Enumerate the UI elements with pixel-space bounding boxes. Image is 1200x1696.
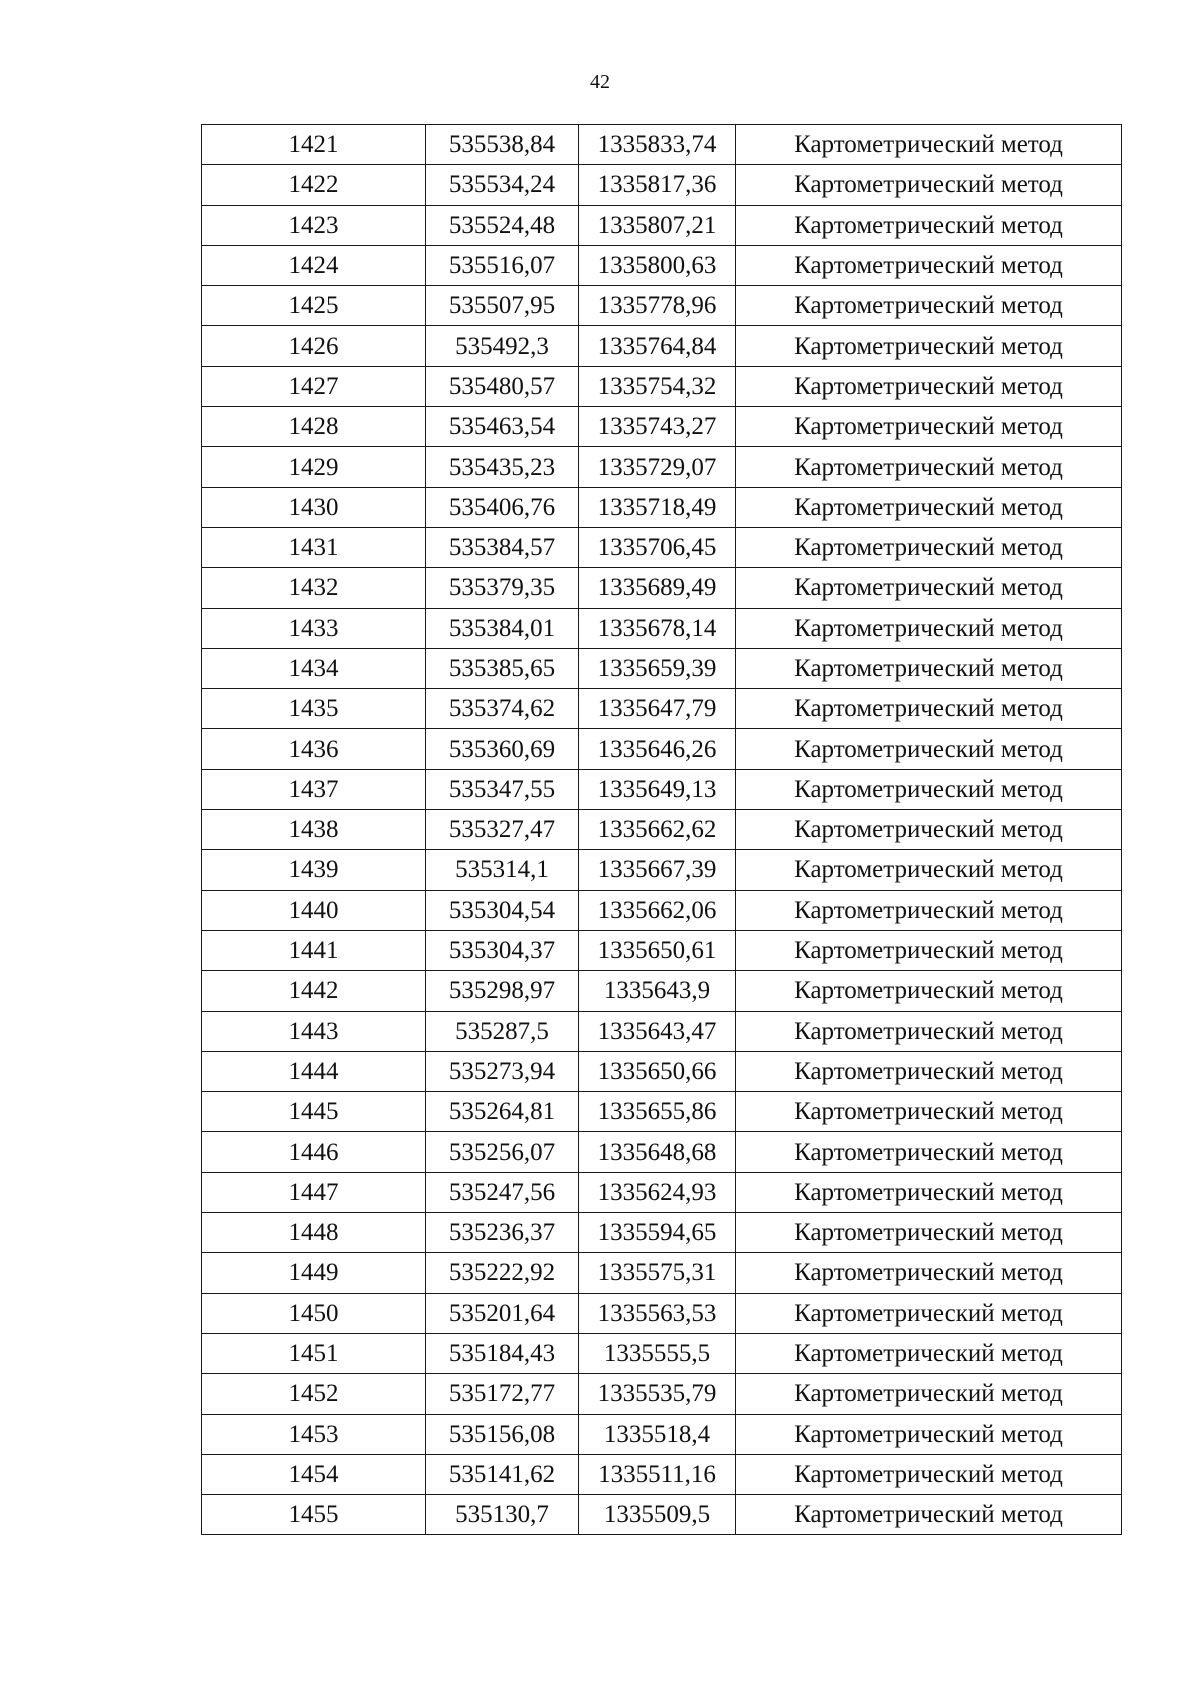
coordinate-x-cell: 535273,94 [426, 1051, 579, 1091]
coordinate-y-cell: 1335643,9 [579, 971, 736, 1011]
point-number-cell: 1454 [202, 1454, 426, 1494]
coordinate-x-cell: 535304,37 [426, 930, 579, 970]
table-row [202, 245, 1122, 285]
point-number-cell: 1438 [202, 810, 426, 850]
coordinate-y-cell: 1335647,79 [579, 689, 736, 729]
coordinate-y-cell: 1335646,26 [579, 729, 736, 769]
coordinate-x-cell: 535524,48 [426, 205, 579, 245]
coordinate-y-cell: 1335518,4 [579, 1414, 736, 1454]
table-row [202, 447, 1122, 487]
point-number-cell: 1448 [202, 1213, 426, 1253]
table-row [202, 286, 1122, 326]
coordinate-y-cell: 1335754,32 [579, 366, 736, 406]
coordinate-x-cell: 535256,07 [426, 1132, 579, 1172]
coordinate-y-cell: 1335659,39 [579, 648, 736, 688]
point-number-cell: 1452 [202, 1374, 426, 1414]
coordinate-x-cell: 535385,65 [426, 648, 579, 688]
table-row [202, 487, 1122, 527]
point-number-cell: 1421 [202, 125, 426, 165]
table-row [202, 1172, 1122, 1212]
table-row [202, 205, 1122, 245]
coordinate-x-cell: 535130,7 [426, 1495, 579, 1535]
point-number-cell: 1429 [202, 447, 426, 487]
point-number-cell: 1442 [202, 971, 426, 1011]
table-row [202, 810, 1122, 850]
coordinate-x-cell: 535347,55 [426, 769, 579, 809]
method-cell: Картометрический метод [736, 366, 1122, 406]
coordinate-x-cell: 535360,69 [426, 729, 579, 769]
coordinate-y-cell: 1335764,84 [579, 326, 736, 366]
method-cell: Картометрический метод [736, 689, 1122, 729]
method-cell: Картометрический метод [736, 407, 1122, 447]
coordinate-x-cell: 535379,35 [426, 568, 579, 608]
table-row [202, 1414, 1122, 1454]
table-row [202, 930, 1122, 970]
point-number-cell: 1443 [202, 1011, 426, 1051]
method-cell: Картометрический метод [736, 1172, 1122, 1212]
coordinate-y-cell: 1335575,31 [579, 1253, 736, 1293]
table-row [202, 366, 1122, 406]
table-row [202, 1213, 1122, 1253]
coordinate-y-cell: 1335594,65 [579, 1213, 736, 1253]
point-number-cell: 1445 [202, 1092, 426, 1132]
coordinates-table-body [202, 125, 1122, 1535]
table-row [202, 1374, 1122, 1414]
coordinate-y-cell: 1335743,27 [579, 407, 736, 447]
coordinate-y-cell: 1335535,79 [579, 1374, 736, 1414]
coordinate-y-cell: 1335833,74 [579, 125, 736, 165]
coordinate-y-cell: 1335689,49 [579, 568, 736, 608]
method-cell: Картометрический метод [736, 971, 1122, 1011]
coordinate-y-cell: 1335655,86 [579, 1092, 736, 1132]
coordinate-y-cell: 1335729,07 [579, 447, 736, 487]
point-number-cell: 1447 [202, 1172, 426, 1212]
coordinate-x-cell: 535141,62 [426, 1454, 579, 1494]
table-row [202, 165, 1122, 205]
point-number-cell: 1431 [202, 527, 426, 567]
point-number-cell: 1455 [202, 1495, 426, 1535]
table-row [202, 568, 1122, 608]
page-number: 42 [590, 71, 610, 93]
method-cell: Картометрический метод [736, 527, 1122, 567]
method-cell: Картометрический метод [736, 890, 1122, 930]
coordinate-x-cell: 535463,54 [426, 407, 579, 447]
point-number-cell: 1436 [202, 729, 426, 769]
method-cell: Картометрический метод [736, 1293, 1122, 1333]
coordinate-y-cell: 1335807,21 [579, 205, 736, 245]
coordinate-y-cell: 1335563,53 [579, 1293, 736, 1333]
method-cell: Картометрический метод [736, 326, 1122, 366]
method-cell: Картометрический метод [736, 487, 1122, 527]
coordinate-y-cell: 1335555,5 [579, 1333, 736, 1373]
table-row [202, 850, 1122, 890]
coordinate-x-cell: 535222,92 [426, 1253, 579, 1293]
coordinate-y-cell: 1335667,39 [579, 850, 736, 890]
method-cell: Картометрический метод [736, 810, 1122, 850]
table-row [202, 608, 1122, 648]
point-number-cell: 1451 [202, 1333, 426, 1373]
table-row [202, 1132, 1122, 1172]
coordinate-y-cell: 1335649,13 [579, 769, 736, 809]
method-cell: Картометрический метод [736, 165, 1122, 205]
table-row [202, 729, 1122, 769]
point-number-cell: 1426 [202, 326, 426, 366]
coordinate-x-cell: 535156,08 [426, 1414, 579, 1454]
table-row [202, 1011, 1122, 1051]
table-row [202, 648, 1122, 688]
point-number-cell: 1424 [202, 245, 426, 285]
coordinate-x-cell: 535480,57 [426, 366, 579, 406]
method-cell: Картометрический метод [736, 245, 1122, 285]
method-cell: Картометрический метод [736, 1011, 1122, 1051]
table-row [202, 527, 1122, 567]
coordinate-x-cell: 535492,3 [426, 326, 579, 366]
method-cell: Картометрический метод [736, 1374, 1122, 1414]
point-number-cell: 1444 [202, 1051, 426, 1091]
method-cell: Картометрический метод [736, 1253, 1122, 1293]
coordinate-y-cell: 1335662,06 [579, 890, 736, 930]
coordinate-y-cell: 1335511,16 [579, 1454, 736, 1494]
method-cell: Картометрический метод [736, 1051, 1122, 1091]
coordinate-x-cell: 535516,07 [426, 245, 579, 285]
method-cell: Картометрический метод [736, 205, 1122, 245]
coordinate-x-cell: 535406,76 [426, 487, 579, 527]
coordinate-x-cell: 535314,1 [426, 850, 579, 890]
table-row [202, 769, 1122, 809]
method-cell: Картометрический метод [736, 608, 1122, 648]
coordinate-y-cell: 1335624,93 [579, 1172, 736, 1212]
table-row [202, 326, 1122, 366]
coordinate-x-cell: 535327,47 [426, 810, 579, 850]
coordinate-x-cell: 535236,37 [426, 1213, 579, 1253]
point-number-cell: 1434 [202, 648, 426, 688]
coordinate-x-cell: 535384,57 [426, 527, 579, 567]
table-row [202, 407, 1122, 447]
point-number-cell: 1432 [202, 568, 426, 608]
table-row [202, 1051, 1122, 1091]
method-cell: Картометрический метод [736, 1333, 1122, 1373]
table-row [202, 689, 1122, 729]
point-number-cell: 1437 [202, 769, 426, 809]
coordinate-y-cell: 1335778,96 [579, 286, 736, 326]
method-cell: Картометрический метод [736, 286, 1122, 326]
point-number-cell: 1428 [202, 407, 426, 447]
coordinate-y-cell: 1335678,14 [579, 608, 736, 648]
coordinate-y-cell: 1335643,47 [579, 1011, 736, 1051]
table-row [202, 971, 1122, 1011]
point-number-cell: 1450 [202, 1293, 426, 1333]
table-row [202, 1253, 1122, 1293]
table-row [202, 125, 1122, 165]
method-cell: Картометрический метод [736, 1454, 1122, 1494]
table-row [202, 1293, 1122, 1333]
table-row [202, 1454, 1122, 1494]
table-row [202, 1333, 1122, 1373]
method-cell: Картометрический метод [736, 648, 1122, 688]
coordinate-x-cell: 535384,01 [426, 608, 579, 648]
point-number-cell: 1430 [202, 487, 426, 527]
method-cell: Картометрический метод [736, 769, 1122, 809]
method-cell: Картометрический метод [736, 568, 1122, 608]
coordinate-y-cell: 1335650,61 [579, 930, 736, 970]
coordinate-y-cell: 1335718,49 [579, 487, 736, 527]
point-number-cell: 1427 [202, 366, 426, 406]
coordinate-y-cell: 1335817,36 [579, 165, 736, 205]
method-cell: Картометрический метод [736, 1414, 1122, 1454]
table-row [202, 1092, 1122, 1132]
point-number-cell: 1440 [202, 890, 426, 930]
method-cell: Картометрический метод [736, 1092, 1122, 1132]
point-number-cell: 1422 [202, 165, 426, 205]
point-number-cell: 1433 [202, 608, 426, 648]
point-number-cell: 1446 [202, 1132, 426, 1172]
table-row [202, 1495, 1122, 1535]
coordinate-x-cell: 535264,81 [426, 1092, 579, 1132]
point-number-cell: 1441 [202, 930, 426, 970]
coordinate-y-cell: 1335800,63 [579, 245, 736, 285]
point-number-cell: 1425 [202, 286, 426, 326]
coordinate-x-cell: 535247,56 [426, 1172, 579, 1212]
coordinate-x-cell: 535507,95 [426, 286, 579, 326]
coordinate-x-cell: 535534,24 [426, 165, 579, 205]
method-cell: Картометрический метод [736, 1132, 1122, 1172]
point-number-cell: 1423 [202, 205, 426, 245]
method-cell: Картометрический метод [736, 729, 1122, 769]
point-number-cell: 1449 [202, 1253, 426, 1293]
method-cell: Картометрический метод [736, 125, 1122, 165]
coordinate-x-cell: 535172,77 [426, 1374, 579, 1414]
method-cell: Картометрический метод [736, 930, 1122, 970]
coordinate-y-cell: 1335662,62 [579, 810, 736, 850]
coordinate-x-cell: 535435,23 [426, 447, 579, 487]
coordinate-y-cell: 1335648,68 [579, 1132, 736, 1172]
coordinate-x-cell: 535201,64 [426, 1293, 579, 1333]
method-cell: Картометрический метод [736, 1495, 1122, 1535]
point-number-cell: 1435 [202, 689, 426, 729]
point-number-cell: 1439 [202, 850, 426, 890]
point-number-cell: 1453 [202, 1414, 426, 1454]
coordinate-y-cell: 1335650,66 [579, 1051, 736, 1091]
coordinate-y-cell: 1335509,5 [579, 1495, 736, 1535]
method-cell: Картометрический метод [736, 850, 1122, 890]
coordinate-x-cell: 535287,5 [426, 1011, 579, 1051]
method-cell: Картометрический метод [736, 1213, 1122, 1253]
coordinate-x-cell: 535184,43 [426, 1333, 579, 1373]
coordinate-x-cell: 535538,84 [426, 125, 579, 165]
coordinate-x-cell: 535298,97 [426, 971, 579, 1011]
method-cell: Картометрический метод [736, 447, 1122, 487]
coordinate-x-cell: 535304,54 [426, 890, 579, 930]
coordinates-table [201, 124, 1122, 1535]
table-row [202, 890, 1122, 930]
coordinate-y-cell: 1335706,45 [579, 527, 736, 567]
coordinate-x-cell: 535374,62 [426, 689, 579, 729]
